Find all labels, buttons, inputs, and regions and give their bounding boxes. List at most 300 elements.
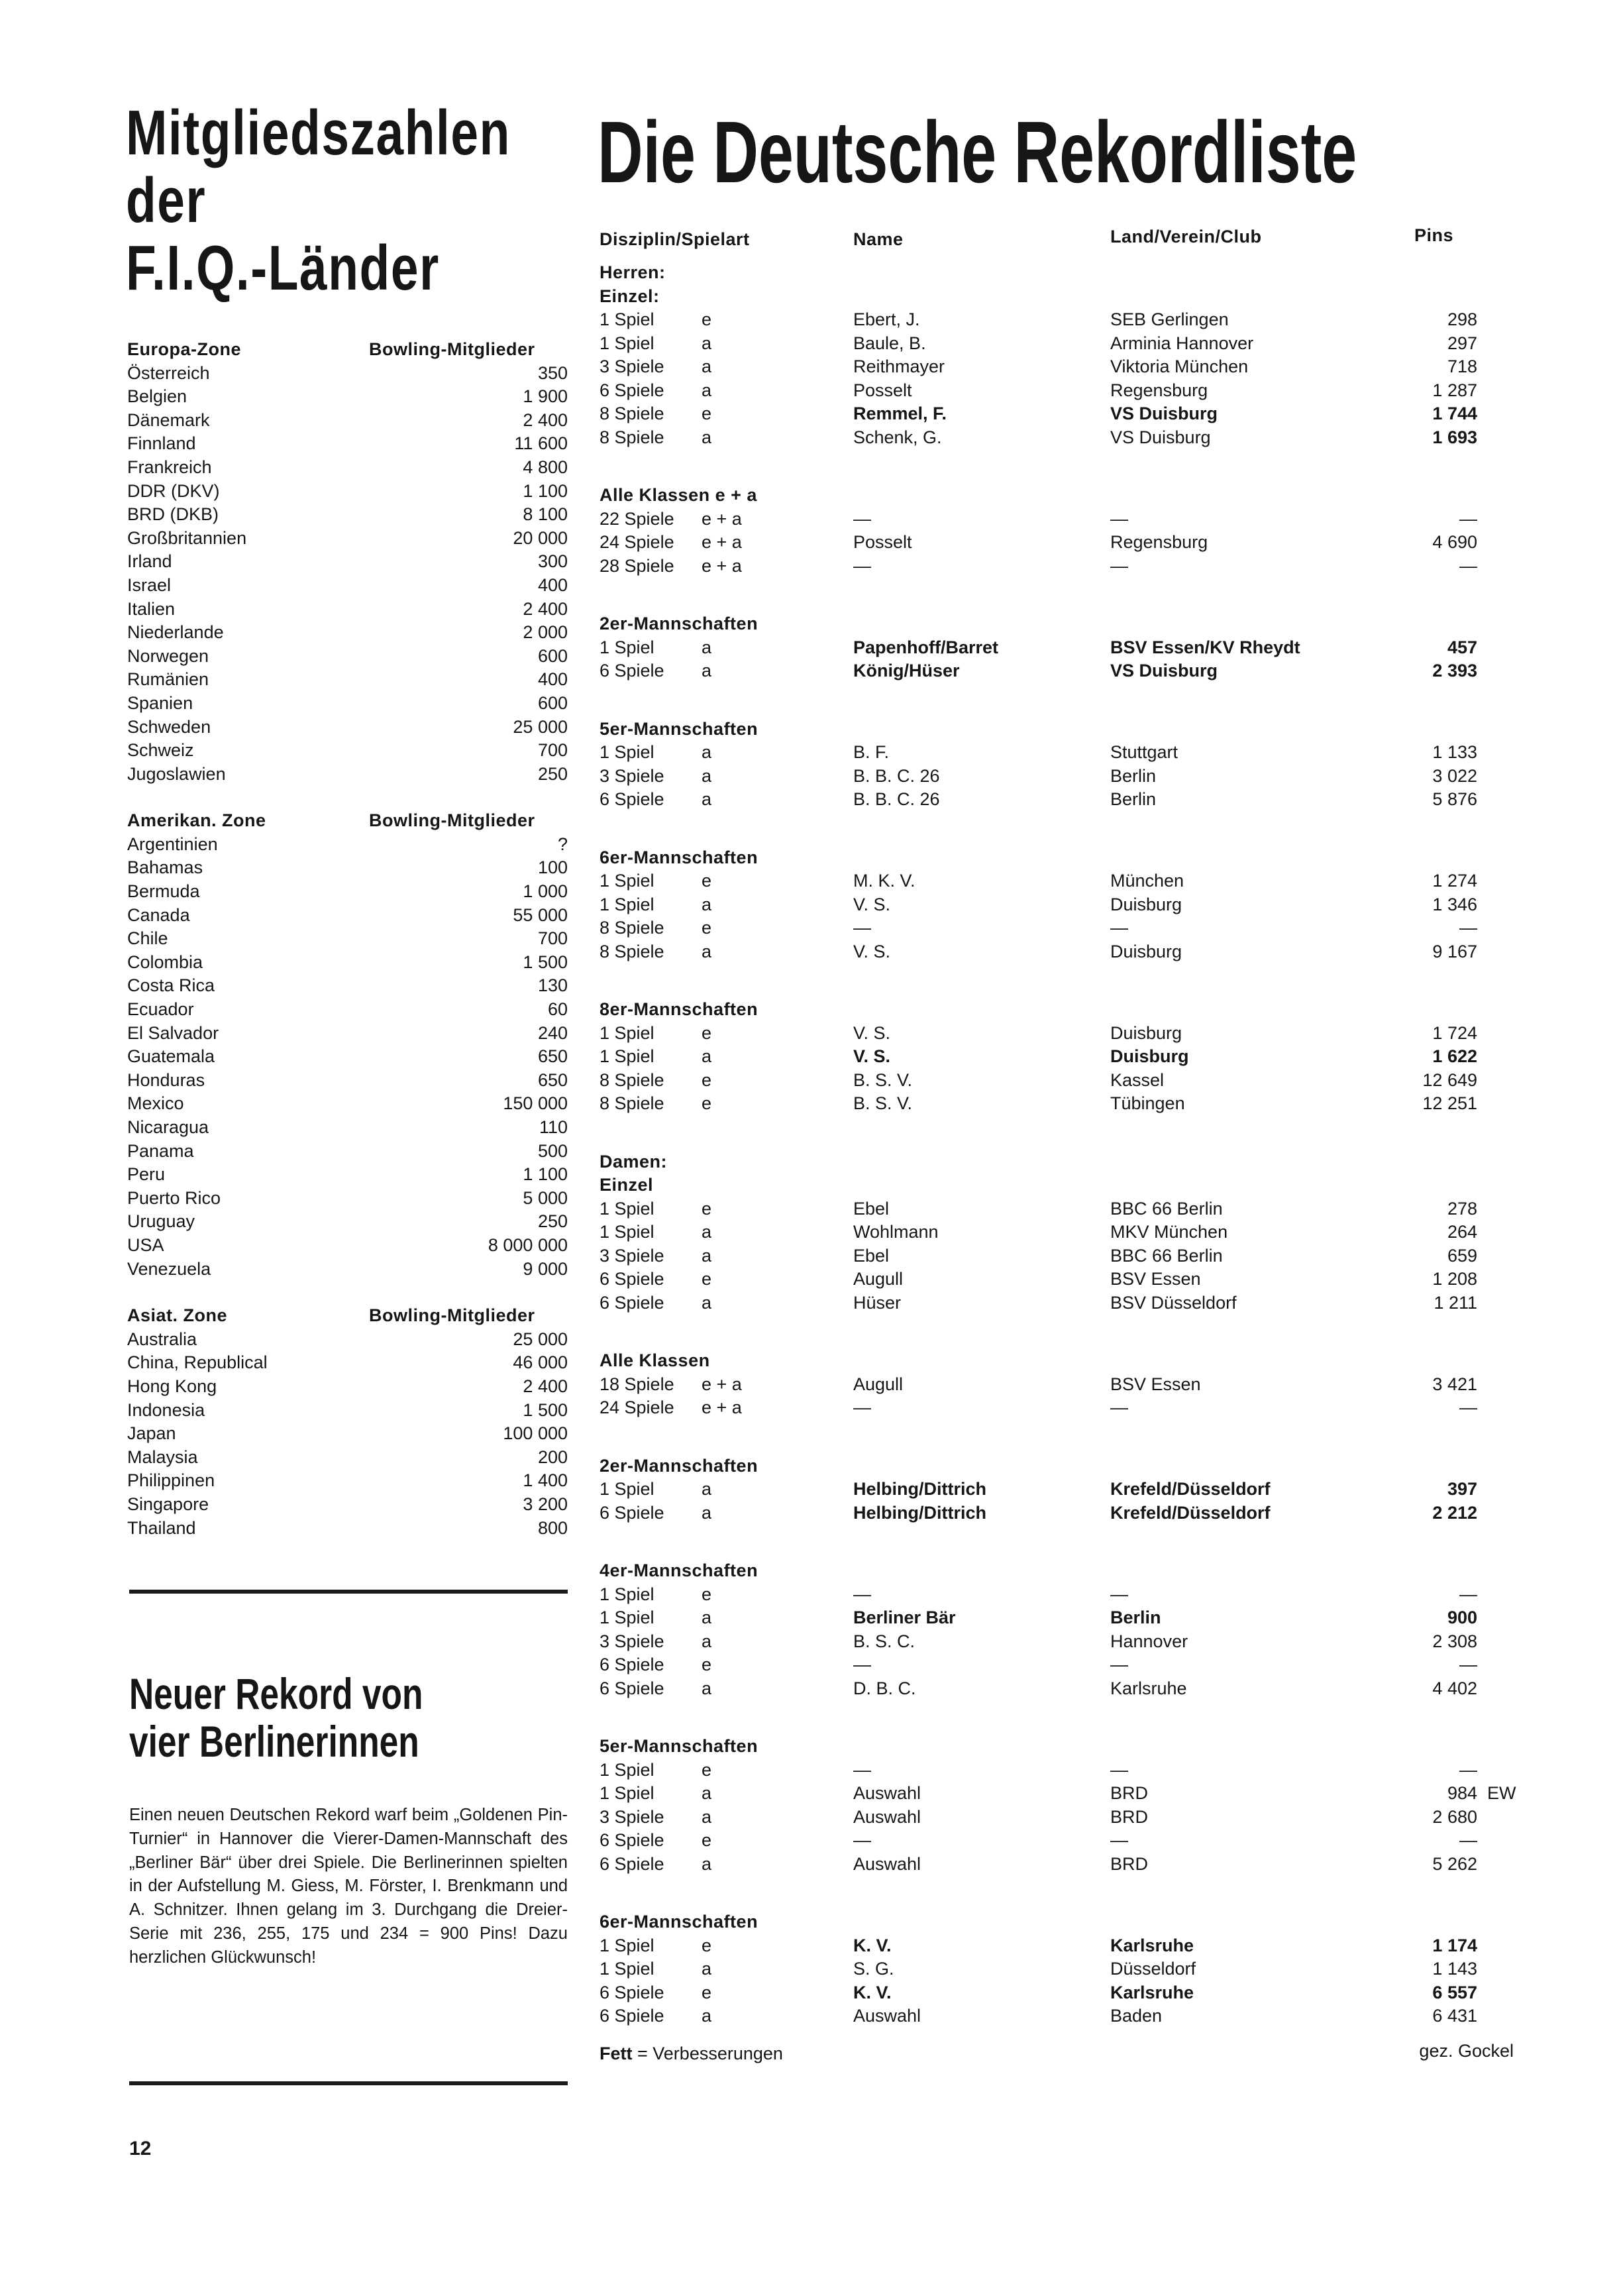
record-row <box>600 1502 1520 1525</box>
country-row <box>127 527 568 551</box>
games-count: 6 Spiele <box>600 380 664 400</box>
section-label: Alle Klassen <box>600 1350 710 1370</box>
country-row <box>127 1422 568 1446</box>
pins-cell: 3 022 <box>1432 765 1477 786</box>
zone-name: Amerikan. Zone <box>127 810 266 831</box>
country-row <box>127 574 568 598</box>
member-count: 5 000 <box>523 1187 568 1208</box>
country-row <box>127 1163 568 1187</box>
record-row <box>600 1653 1520 1677</box>
play-mode: e <box>702 1584 712 1604</box>
discipline-cell <box>600 636 711 660</box>
member-count: 2 400 <box>523 1376 568 1396</box>
member-count: 250 <box>537 1211 568 1232</box>
record-row <box>600 741 1520 765</box>
country-row <box>127 739 568 763</box>
discipline-cell <box>600 2004 711 2028</box>
games-count: 1 Spiel <box>600 309 654 329</box>
country-row <box>127 833 568 857</box>
name-cell: — <box>853 1655 871 1674</box>
record-row <box>600 1045 1520 1069</box>
record-row <box>600 379 1520 403</box>
discipline-cell <box>600 1677 711 1701</box>
games-count: 8 Spiele <box>600 404 664 423</box>
member-count: 46 000 <box>513 1352 568 1373</box>
discipline-cell <box>600 1022 711 1046</box>
country-name: Jugoslawien <box>127 763 226 784</box>
club-cell: VS Duisburg <box>1110 661 1218 681</box>
games-count: 6 Spiele <box>600 1982 664 2002</box>
country-name: Venezuela <box>127 1258 211 1279</box>
name-cell: — <box>853 918 871 938</box>
country-name: Peru <box>127 1164 166 1185</box>
discipline-cell <box>600 916 711 940</box>
discipline-cell <box>600 1782 711 1806</box>
play-mode: e <box>702 1830 712 1850</box>
section-label: 5er-Mannschaften <box>600 1736 758 1756</box>
member-count: 600 <box>537 692 568 713</box>
name-cell: B. S. V. <box>853 1093 913 1113</box>
games-count: 1 Spiel <box>600 894 654 914</box>
section-label: 5er-Mannschaften <box>600 718 758 739</box>
record-row <box>600 308 1520 332</box>
section-label: 4er-Mannschaften <box>600 1560 758 1580</box>
member-count: 400 <box>537 669 568 690</box>
record-row <box>600 1221 1520 1244</box>
discipline-cell <box>600 1502 711 1525</box>
country-name: Italien <box>127 598 176 619</box>
country-row <box>127 385 568 409</box>
games-count: 1 Spiel <box>600 1046 654 1066</box>
name-cell: Remmel, F. <box>853 404 947 423</box>
member-count: 150 000 <box>503 1093 568 1114</box>
country-name: Österreich <box>127 362 210 383</box>
record-row <box>600 659 1520 683</box>
play-mode: a <box>702 1678 712 1698</box>
country-name: Belgien <box>127 386 187 407</box>
club-cell: Duisburg <box>1110 894 1182 914</box>
name-cell: Helbing/Dittrich <box>853 1479 986 1499</box>
country-name: Großbritannien <box>127 527 247 548</box>
record-row <box>600 1981 1520 2005</box>
games-count: 1 Spiel <box>600 1222 654 1242</box>
name-cell: M. K. V. <box>853 871 915 891</box>
record-section <box>600 1454 1520 1525</box>
club-cell: — <box>1110 508 1128 529</box>
name-cell: Auswahl <box>853 1853 921 1874</box>
record-row <box>600 940 1520 964</box>
news-paragraph: Einen neuen Deutschen Rekord warf beim „Goldenen Pin-Turnier“ in Hannover die Vierer-Damen-Mannschaft des „Berliner Bär“ über drei Spiele. Die Berlinerinnen spielten in der Aufstellung M. Giess, M. Förster, I. Brenkmann und A. Schnitzer. Ihnen gelang im 3. Durchgang die Dreier-Serie mit 236, 255, 175 und 234 = 900 Pins! Dazu herzlichen Glückwunsch! <box>129 1806 568 1967</box>
section-label: 2er-Mannschaften <box>600 614 758 633</box>
section-label: Damen: <box>600 1151 668 1172</box>
zone-header <box>127 809 568 833</box>
country-row <box>127 880 568 904</box>
play-mode: a <box>702 1783 712 1803</box>
country-row <box>127 362 568 386</box>
country-row <box>127 1187 568 1211</box>
pins-cell: 718 <box>1447 356 1477 376</box>
games-count: 1 Spiel <box>600 1783 654 1803</box>
name-cell: V. S. <box>853 894 891 914</box>
country-name: DDR (DKV) <box>127 480 220 501</box>
name-cell: D. B. C. <box>853 1678 916 1698</box>
play-mode: a <box>702 765 712 786</box>
discipline-cell <box>600 308 711 332</box>
country-row <box>127 1210 568 1234</box>
title-text: Die Deutsche Rekordliste <box>598 103 1357 201</box>
play-mode: e <box>702 1759 712 1780</box>
member-count: 20 000 <box>513 527 568 548</box>
country-name: Schweiz <box>127 740 194 761</box>
club-cell: Berlin <box>1110 789 1157 809</box>
pins-cell: 12 251 <box>1422 1093 1477 1113</box>
country-name: Japan <box>127 1423 176 1444</box>
member-count: 25 000 <box>513 1329 568 1349</box>
country-name: Panama <box>127 1140 194 1161</box>
name-cell: B. F. <box>853 742 890 762</box>
zone-header <box>127 338 568 362</box>
discipline-cell <box>600 940 711 964</box>
name-cell: V. S. <box>853 1022 891 1043</box>
country-name: Dänemark <box>127 410 210 430</box>
club-cell: MKV München <box>1110 1222 1228 1242</box>
zone-group <box>127 1304 568 1540</box>
play-mode: e <box>702 309 712 329</box>
country-row <box>127 1517 568 1541</box>
name-cell: Berliner Bär <box>853 1608 956 1627</box>
discipline-cell <box>600 1268 711 1291</box>
country-name: Hong Kong <box>127 1376 217 1396</box>
name-cell: — <box>853 1584 871 1604</box>
discipline-cell <box>600 869 711 893</box>
divider <box>129 1590 568 1594</box>
games-count: 8 Spiele <box>600 1093 664 1113</box>
record-row <box>600 788 1520 812</box>
member-count: 3 200 <box>523 1494 568 1514</box>
pins-cell: — <box>1459 1584 1477 1604</box>
club-cell: BSV Düsseldorf <box>1110 1292 1237 1313</box>
col-pins: Pins <box>1414 225 1454 245</box>
record-row <box>600 1583 1520 1607</box>
country-row <box>127 1234 568 1258</box>
record-row <box>600 916 1520 940</box>
name-cell: König/Hüser <box>853 661 960 681</box>
games-count: 8 Spiele <box>600 1069 664 1090</box>
discipline-cell <box>600 1069 711 1093</box>
headline-line: vier Berlinerinnen <box>129 1717 419 1766</box>
name-cell: Ebel <box>853 1245 890 1266</box>
pins-cell: 1 724 <box>1432 1022 1477 1043</box>
section-label: 8er-Mannschaften <box>600 999 758 1019</box>
country-row <box>127 1469 568 1493</box>
member-count: 250 <box>537 763 568 784</box>
play-mode: a <box>702 1959 712 1979</box>
name-cell: — <box>853 1397 871 1417</box>
country-row <box>127 998 568 1022</box>
pins-cell: — <box>1459 1830 1477 1850</box>
pins-cell: 4 402 <box>1432 1678 1477 1698</box>
games-count: 1 Spiel <box>600 871 654 891</box>
discipline-cell <box>600 1244 711 1268</box>
member-count: 650 <box>537 1046 568 1067</box>
play-mode: e + a <box>702 1397 742 1417</box>
play-mode: e <box>702 1269 712 1289</box>
signature: gez. Gockel <box>1419 2040 1514 2061</box>
pins-suffix: EW <box>1487 1783 1516 1803</box>
discipline-cell <box>600 1981 711 2005</box>
name-cell: B. S. V. <box>853 1069 913 1090</box>
member-count: 11 600 <box>514 433 568 454</box>
country-row <box>127 550 568 574</box>
name-cell: B. B. C. 26 <box>853 789 940 809</box>
member-count: 130 <box>537 975 568 996</box>
discipline-cell <box>600 1630 711 1654</box>
record-row <box>600 1022 1520 1046</box>
country-name: Mexico <box>127 1093 184 1114</box>
play-mode: a <box>702 894 712 914</box>
country-name: El Salvador <box>127 1022 219 1043</box>
name-cell: Augull <box>853 1374 904 1394</box>
name-cell: Wohlmann <box>853 1222 939 1242</box>
member-count: 60 <box>547 999 568 1020</box>
section-label: Herren: <box>600 262 666 282</box>
headline-line: Neuer Rekord von <box>129 1669 423 1718</box>
discipline-cell <box>600 741 711 765</box>
play-mode: a <box>702 941 712 961</box>
country-name: Spanien <box>127 692 193 713</box>
country-name: Honduras <box>127 1069 205 1090</box>
play-mode: a <box>702 1631 712 1651</box>
club-cell: VS Duisburg <box>1110 404 1218 423</box>
record-section <box>600 998 1520 1116</box>
games-count: 1 Spiel <box>600 1935 654 1955</box>
pins-cell: 900 <box>1447 1608 1477 1627</box>
name-cell: Auswahl <box>853 1806 921 1827</box>
member-count: 1 500 <box>523 952 568 972</box>
pins-cell: 2 393 <box>1432 661 1477 681</box>
club-cell: Arminia Hannover <box>1110 333 1254 353</box>
games-count: 1 Spiel <box>600 1608 654 1627</box>
games-count: 3 Spiele <box>600 356 664 376</box>
games-count: 28 Spiele <box>600 555 674 576</box>
record-row <box>600 1957 1520 1981</box>
record-row <box>600 1069 1520 1093</box>
member-count: 8 000 000 <box>488 1234 568 1255</box>
member-count: 2 000 <box>523 622 568 643</box>
discipline-cell <box>600 1829 711 1853</box>
section-label: 2er-Mannschaften <box>600 1455 758 1476</box>
games-count: 3 Spiele <box>600 1245 664 1266</box>
games-count: 1 Spiel <box>600 1022 654 1043</box>
zone-column-label: Bowling-Mitglieder <box>369 339 535 359</box>
pins-cell: 1 346 <box>1432 894 1477 914</box>
pins-cell: 1 622 <box>1432 1046 1477 1066</box>
country-row <box>127 927 568 951</box>
discipline-cell <box>600 555 742 578</box>
country-name: Niederlande <box>127 622 224 643</box>
discipline-cell <box>600 1197 711 1221</box>
country-name: Thailand <box>127 1517 196 1538</box>
country-name: Uruguay <box>127 1211 195 1232</box>
record-row <box>600 1677 1520 1701</box>
country-row <box>127 668 568 692</box>
footnote <box>600 2042 1520 2065</box>
pins-cell: — <box>1459 1397 1477 1417</box>
record-row <box>600 869 1520 893</box>
section-label: Alle Klassen e + a <box>600 485 757 505</box>
play-mode: a <box>702 1502 712 1523</box>
club-cell: Karlsruhe <box>1110 1678 1187 1698</box>
club-cell: — <box>1110 918 1128 938</box>
country-row <box>127 503 568 527</box>
play-mode: e + a <box>702 1374 742 1394</box>
country-name: Colombia <box>127 952 203 972</box>
pins-cell: 1 287 <box>1432 380 1477 400</box>
club-cell: Karlsruhe <box>1110 1935 1194 1955</box>
games-count: 8 Spiele <box>600 427 664 447</box>
country-name: Ecuador <box>127 999 194 1020</box>
record-section <box>600 718 1520 812</box>
country-row <box>127 716 568 739</box>
record-row <box>600 893 1520 917</box>
member-count: 1 500 <box>523 1399 568 1420</box>
country-name: Schweden <box>127 716 211 737</box>
games-count: 6 Spiele <box>600 661 664 681</box>
games-count: 1 Spiel <box>600 1759 654 1780</box>
pins-cell: 1 744 <box>1432 404 1477 423</box>
club-cell: Regensburg <box>1110 532 1208 552</box>
discipline-cell <box>600 1606 711 1630</box>
pins-cell: 3 421 <box>1432 1374 1477 1394</box>
play-mode: e + a <box>702 508 742 529</box>
record-row <box>600 2004 1520 2028</box>
record-section <box>600 484 1520 578</box>
record-row <box>600 1291 1520 1315</box>
play-mode: e <box>702 1198 712 1219</box>
country-row <box>127 951 568 975</box>
record-row <box>600 1782 1520 1806</box>
member-count: 55 000 <box>513 904 568 925</box>
news-headline <box>129 1670 505 1765</box>
games-count: 8 Spiele <box>600 918 664 938</box>
pins-cell: 6 557 <box>1432 1982 1477 2002</box>
record-row <box>600 531 1520 555</box>
discipline-cell <box>600 788 711 812</box>
discipline-cell <box>600 1934 711 1958</box>
games-count: 1 Spiel <box>600 1198 654 1219</box>
games-count: 1 Spiel <box>600 1479 654 1499</box>
member-count: 600 <box>537 645 568 666</box>
record-row <box>600 1092 1520 1116</box>
country-name: Bahamas <box>127 857 203 878</box>
country-row <box>127 1399 568 1423</box>
member-count: 700 <box>537 740 568 761</box>
country-row <box>127 456 568 480</box>
name-cell: Ebert, J. <box>853 309 920 329</box>
play-mode: a <box>702 356 712 376</box>
discipline-cell <box>600 1291 711 1315</box>
pins-cell: 5 876 <box>1432 789 1477 809</box>
country-name: Indonesia <box>127 1399 205 1420</box>
pins-cell: 5 262 <box>1432 1853 1477 1874</box>
col-name: Name <box>853 229 904 249</box>
country-row <box>127 1351 568 1375</box>
play-mode: a <box>702 333 712 353</box>
pins-cell: 1 693 <box>1432 427 1477 447</box>
table-header <box>600 225 1520 253</box>
club-cell: BRD <box>1110 1806 1149 1827</box>
games-count: 6 Spiele <box>600 1502 664 1523</box>
country-row <box>127 763 568 787</box>
play-mode: a <box>702 742 712 762</box>
play-mode: e <box>702 404 712 423</box>
record-row <box>600 1478 1520 1502</box>
discipline-cell <box>600 765 711 789</box>
section-label: Einzel: <box>600 286 660 306</box>
record-row <box>600 1606 1520 1630</box>
country-name: Rumänien <box>127 669 209 690</box>
name-cell: Helbing/Dittrich <box>853 1502 986 1523</box>
club-cell: Duisburg <box>1110 1046 1189 1066</box>
record-row <box>600 1806 1520 1830</box>
discipline-cell <box>600 1092 711 1116</box>
name-cell: Ebel <box>853 1198 890 1219</box>
club-cell: VS Duisburg <box>1110 427 1211 447</box>
record-section <box>600 261 1520 449</box>
play-mode: a <box>702 1853 712 1874</box>
country-row <box>127 856 568 880</box>
member-count: 350 <box>537 362 568 383</box>
play-mode: a <box>702 427 712 447</box>
club-cell: — <box>1110 1584 1128 1604</box>
country-row <box>127 1375 568 1399</box>
record-section <box>600 1349 1520 1420</box>
member-count: 100 000 <box>503 1423 568 1444</box>
discipline-cell <box>600 531 742 555</box>
games-count: 6 Spiele <box>600 1655 664 1674</box>
record-section <box>600 612 1520 683</box>
country-row <box>127 904 568 928</box>
record-row <box>600 1244 1520 1268</box>
section-label: 6er-Mannschaften <box>600 847 758 867</box>
games-count: 6 Spiele <box>600 1830 664 1850</box>
club-cell: BBC 66 Berlin <box>1110 1245 1223 1266</box>
play-mode: e + a <box>702 532 742 552</box>
country-name: USA <box>127 1234 164 1255</box>
name-cell: Posselt <box>853 380 912 400</box>
games-count: 6 Spiele <box>600 1292 664 1313</box>
record-section <box>600 1910 1520 2028</box>
discipline-cell <box>600 426 711 450</box>
pins-cell: 1 208 <box>1432 1269 1477 1289</box>
country-row <box>127 645 568 669</box>
member-count: 1 100 <box>523 1164 568 1185</box>
country-row <box>127 432 568 456</box>
member-count: 300 <box>537 551 568 572</box>
games-count: 3 Spiele <box>600 1806 664 1827</box>
col-club: Land/Verein/Club <box>1110 227 1262 246</box>
country-row <box>127 409 568 433</box>
country-row <box>127 1069 568 1093</box>
pins-cell: 264 <box>1447 1222 1477 1242</box>
discipline-cell <box>600 1045 711 1069</box>
pins-cell: 457 <box>1447 637 1477 657</box>
games-count: 6 Spiele <box>600 1853 664 1874</box>
pins-cell: 12 649 <box>1422 1069 1477 1090</box>
games-count: 22 Spiele <box>600 508 674 529</box>
club-cell: Viktoria München <box>1110 356 1249 376</box>
country-row <box>127 692 568 716</box>
